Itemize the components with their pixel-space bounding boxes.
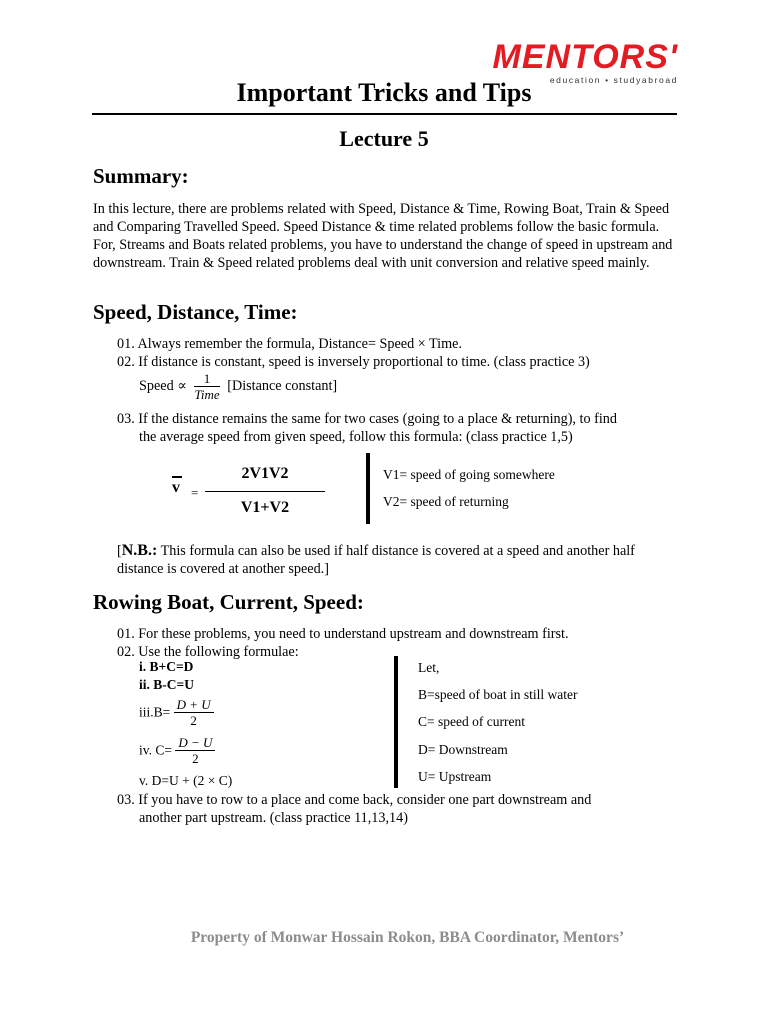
boat-heading: Rowing Boat, Current, Speed:: [93, 590, 364, 614]
formula-equals: =: [191, 485, 199, 500]
formula-iv: [139, 735, 215, 766]
formula-iv-denominator: 2: [192, 751, 199, 766]
boat-item-1: 01. For these problems, you need to understand upstream and downstream first.: [117, 626, 569, 642]
formula-iii-label: iii.B=: [139, 704, 171, 720]
def-d: D= Downstream: [418, 742, 508, 757]
formula-divider: [366, 453, 370, 524]
logo-brand: MENTORS': [492, 38, 678, 76]
def-u: U= Upstream: [418, 769, 492, 784]
boat-item-2: 02. Use the following formulae:: [117, 644, 299, 660]
def-c: C= speed of current: [418, 714, 525, 729]
nb-label: N.B.:: [121, 542, 158, 559]
let-label: Let,: [418, 660, 440, 675]
formula-iv-label: iv. C=: [139, 742, 172, 758]
nb-text: This formula can also be used if half distance is covered at a speed and another half distance is covered at another speed.: [117, 543, 635, 577]
boat-divider: [394, 656, 398, 788]
formula-i: i. B+C=D: [139, 659, 194, 674]
formula-denominator: V1+V2: [240, 499, 290, 516]
sdt-item-2: 02. If distance is constant, speed is inversely proportional to time. (class practice 3): [117, 354, 590, 370]
formula-iv-numerator: D − U: [175, 735, 215, 751]
sdt-item-3a: 03. If the distance remains the same for two cases (going to a place & returning), to find: [117, 411, 617, 427]
nb-note: [N.B.: This formula can also be used if half distance is covered at a speed and another half distance is covered at another speed.]: [117, 542, 635, 577]
summary-text: In this lecture, there are problems related with Speed, Distance & Time, Rowing Boat, Train & Speed and Comparing Travelled Speed. Speed Distance & time related problems follow the basic formula. For, Streams and Boats related problems, you have to understand the change of speed in upstream and downstream. Train & Speed related problems deal with unit conversion and relative speed mainly.: [93, 201, 673, 271]
def-b: B=speed of boat in still water: [418, 687, 578, 702]
formula-v: v: [172, 479, 180, 496]
sdt-item-1: 01. Always remember the formula, Distance= Speed × Time.: [117, 336, 463, 352]
page-title: Important Tricks and Tips: [236, 78, 532, 107]
speed-note: [Distance constant]: [227, 378, 338, 394]
page-footer: Property of Monwar Hossain Rokon, BBA Coordinator, Mentors’: [190, 929, 625, 946]
formula-iii-denominator: 2: [190, 713, 197, 728]
sdt-item-3b: the average speed from given speed, follow this formula: (class practice 1,5): [139, 429, 573, 445]
speed-denominator: Time: [194, 387, 220, 402]
boat-item-3b: another part upstream. (class practice 11,13,14): [139, 810, 408, 826]
formula-lhs: [172, 476, 182, 497]
boat-item-3a: 03. If you have to row to a place and come back, consider one part downstream and: [117, 792, 592, 808]
lecture-heading: Lecture 5: [339, 126, 429, 151]
formula-iii: [139, 697, 214, 728]
summary-heading: Summary:: [93, 164, 189, 188]
formula-fraction-bar: [205, 491, 325, 492]
formula-v: v. D=U + (2 × C): [139, 773, 233, 788]
v2-definition: V2= speed of returning: [383, 494, 509, 509]
logo-tagline: education • studyabroad: [549, 75, 678, 85]
formula-numerator: 2V1V2: [241, 465, 289, 482]
v1-definition: V1= speed of going somewhere: [383, 467, 555, 482]
formula-ii: ii. B-C=U: [139, 677, 194, 692]
title-divider: [92, 113, 677, 115]
speed-label: Speed ∝: [139, 378, 187, 394]
speed-proportion-formula: [139, 371, 337, 402]
sdt-heading: Speed, Distance, Time:: [93, 300, 298, 324]
formula-iii-numerator: D + U: [174, 697, 214, 713]
speed-numerator: 1: [194, 371, 219, 387]
